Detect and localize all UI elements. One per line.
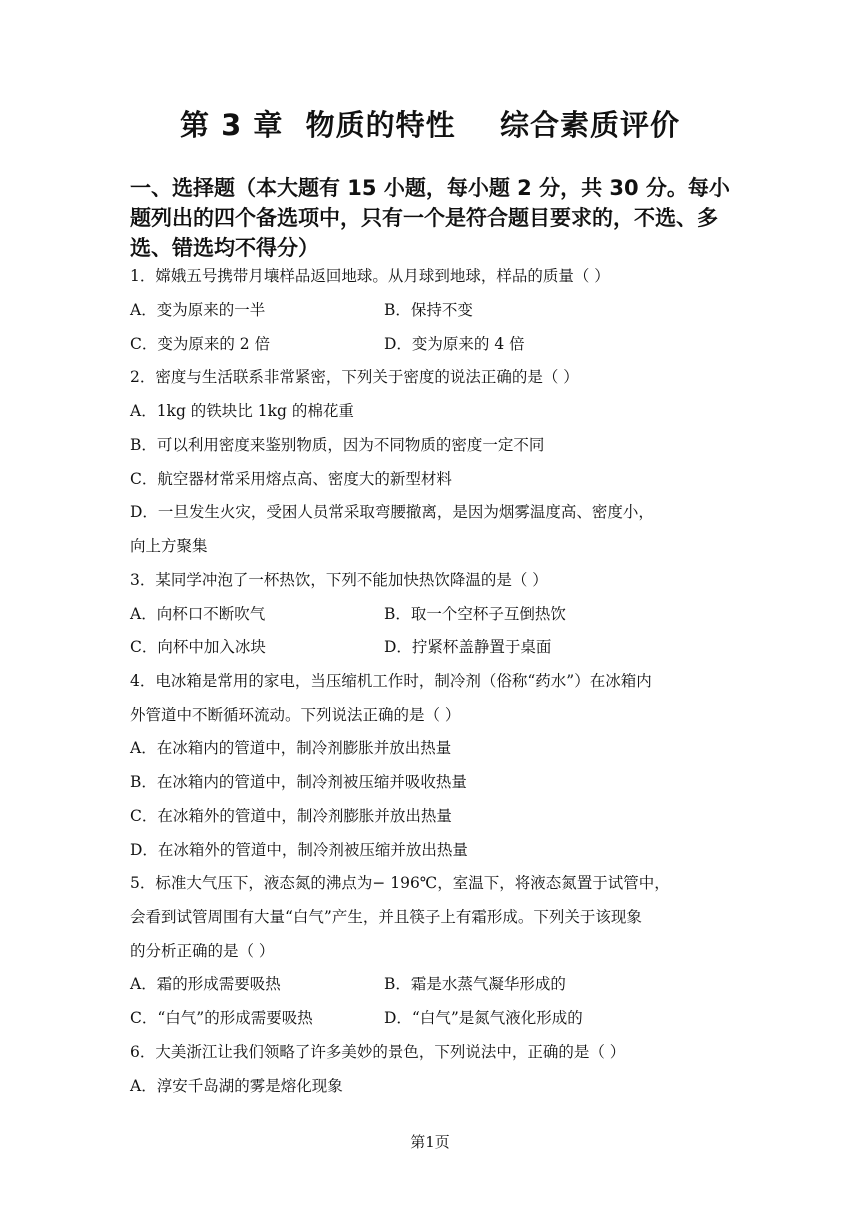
question-2-option-d: D．一旦发生火灾，受困人员常采取弯腰撤离，是因为烟雾温度高、密度小， bbox=[130, 503, 654, 521]
question-1-option-b: B．保持不变 bbox=[384, 301, 473, 319]
question-6-option-a: A．淳安千岛湖的雾是熔化现象 bbox=[130, 1077, 343, 1095]
question-5-option-b: B．霜是水蒸气凝华形成的 bbox=[384, 975, 566, 993]
question-2-option-a: A．1kg 的铁块比 1kg 的棉花重 bbox=[130, 402, 354, 420]
page-number: 第1页 bbox=[410, 1133, 450, 1151]
question-5-stem-cont-2: 的分析正确的是（ ） bbox=[130, 942, 275, 960]
question-5-option-d: D．“白气”是氮气液化形成的 bbox=[384, 1009, 583, 1027]
question-4-stem: 4．电冰箱是常用的家电，当压缩机工作时，制冷剂（俗称“药水”）在冰箱内 bbox=[130, 672, 652, 690]
question-2-option-c: C．航空器材常采用熔点高、密度大的新型材料 bbox=[130, 470, 452, 488]
question-2-option-b: B．可以利用密度来鉴别物质，因为不同物质的密度一定不同 bbox=[130, 436, 545, 454]
question-6-stem: 6．大美浙江让我们领略了许多美妙的景色，下列说法中，正确的是（ ） bbox=[130, 1043, 626, 1061]
question-3-option-b: B．取一个空杯子互倒热饮 bbox=[384, 605, 566, 623]
question-3-option-a: A．向杯口不断吹气 bbox=[130, 605, 266, 623]
question-5-stem-cont-1: 会看到试管周围有大量“白气”产生，并且筷子上有霜形成。下列关于该现象 bbox=[130, 908, 642, 926]
question-1-option-d: D．变为原来的 4 倍 bbox=[384, 335, 525, 353]
question-2-stem: 2．密度与生活联系非常紧密，下列关于密度的说法正确的是（ ） bbox=[130, 368, 579, 386]
question-2-option-d-cont: 向上方聚集 bbox=[130, 537, 208, 555]
question-1-option-c: C．变为原来的 2 倍 bbox=[130, 335, 271, 353]
question-3-stem: 3．某同学冲泡了一杯热饮，下列不能加快热饮降温的是（ ） bbox=[130, 571, 548, 589]
question-5-option-a: A．霜的形成需要吸热 bbox=[130, 975, 281, 993]
question-1-stem: 1．嫦娥五号携带月壤样品返回地球。从月球到地球，样品的质量（ ） bbox=[130, 267, 610, 285]
question-4-option-b: B．在冰箱内的管道中，制冷剂被压缩并吸收热量 bbox=[130, 773, 467, 791]
question-4-option-a: A．在冰箱内的管道中，制冷剂膨胀并放出热量 bbox=[130, 739, 452, 757]
page-title: 第 3 章 物质的特性 综合素质评价 bbox=[180, 108, 680, 142]
question-3-option-c: C．向杯中加入冰块 bbox=[130, 638, 266, 656]
question-4-option-d: D．在冰箱外的管道中，制冷剂被压缩并放出热量 bbox=[130, 841, 468, 859]
question-5-option-c: C．“白气”的形成需要吸热 bbox=[130, 1009, 313, 1027]
question-1-option-a: A．变为原来的一半 bbox=[130, 301, 266, 319]
section-heading: 一、选择题（本大题有 15 小题，每小题 2 分，共 30 分。每小题列出的四个备选项中，只有一个是符合题目要求的，不选、多选、错选均不得分） bbox=[130, 176, 730, 260]
question-3-option-d: D．拧紧杯盖静置于桌面 bbox=[384, 638, 552, 656]
question-4-option-c: C．在冰箱外的管道中，制冷剂膨胀并放出热量 bbox=[130, 807, 452, 825]
question-4-stem-cont: 外管道中不断循环流动。下列说法正确的是（ ） bbox=[130, 706, 461, 724]
question-5-stem: 5．标准大气压下，液态氮的沸点为− 196℃，室温下，将液态氮置于试管中， bbox=[130, 874, 670, 892]
